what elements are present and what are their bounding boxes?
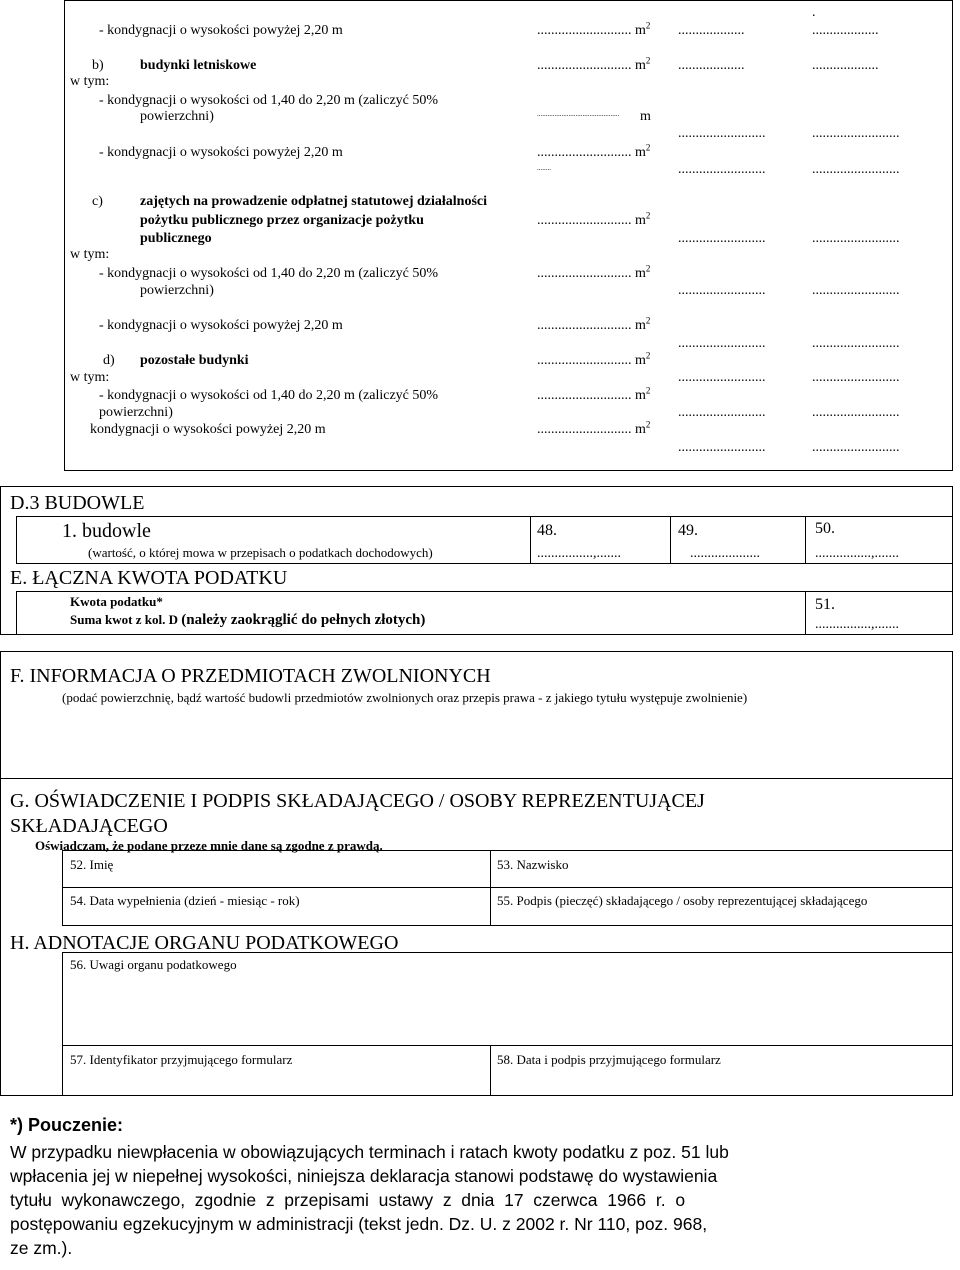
tax-field[interactable]: ......................... bbox=[812, 162, 900, 177]
row-label: powierzchni) bbox=[140, 109, 214, 124]
wtym-label: w tym: bbox=[70, 370, 110, 385]
instruction-line: tytułu wykonawczego, zgodnie z przepisami ustawy z dnia 17 czerwca 1966 r. o bbox=[10, 1190, 686, 1210]
section-heading-g-cont: SKŁADAJĄCEGO bbox=[10, 815, 168, 837]
item-title-c: zajętych na prowadzenie odpłatnej statutowej działalności bbox=[140, 194, 487, 209]
office-notes-field[interactable] bbox=[66, 975, 946, 1041]
field-50-value[interactable]: ................,....... bbox=[815, 546, 899, 561]
declaration-statement: Oświadczam, że podane przeze mnie dane są zgodne z prawdą. bbox=[35, 838, 383, 853]
instruction-line: postępowaniu egzekucyjnym w administracji (tekst jedn. Dz. U. z 2002 r. Nr 110, poz. 968, bbox=[10, 1214, 708, 1234]
row-label: - kondygnacji o wysokości powyżej 2,20 m bbox=[99, 318, 343, 333]
value-field[interactable]: ......................... bbox=[678, 336, 766, 351]
area-field[interactable]: ........ bbox=[537, 164, 551, 172]
sum-label: Suma kwot z kol. D bbox=[70, 612, 178, 627]
dot-mark: . bbox=[812, 5, 816, 20]
area-field[interactable]: ........................... $m^2$ bbox=[537, 385, 651, 403]
budowle-note: (wartość, o której mowa w przepisach o podatkach dochodowych) bbox=[88, 545, 433, 560]
tax-field[interactable]: ................... bbox=[812, 58, 879, 73]
instruction-line: W przypadku niewpłacenia w obowiązujących terminach i ratach kwoty podatku z poz. 51 lub bbox=[10, 1142, 729, 1162]
item-title-c: publicznego bbox=[140, 231, 212, 246]
row-label: powierzchni) bbox=[140, 283, 214, 298]
row-label: - kondygnacji o wysokości od 1,40 do 2,20 m (zaliczyć 50% bbox=[99, 93, 439, 108]
value-field[interactable]: ................... bbox=[678, 58, 745, 73]
section-heading-d3: D.3 BUDOWLE bbox=[10, 492, 145, 514]
tax-field[interactable]: ......................... bbox=[812, 231, 900, 246]
tax-field[interactable]: ......................... bbox=[812, 405, 900, 420]
row-label: kondygnacji o wysokości powyżej 2,20 m bbox=[90, 422, 326, 437]
field-53-label: 53. Nazwisko bbox=[497, 857, 569, 872]
instruction-body bbox=[10, 1140, 950, 1260]
exempt-field[interactable] bbox=[10, 708, 940, 773]
wtym-label: w tym: bbox=[70, 247, 110, 262]
field-number-48: 48. bbox=[537, 522, 557, 539]
instruction-line: wpłacenia jej w niepełnej wysokości, niniejsza deklaracja stanowi podstawę do wystawienia bbox=[10, 1166, 718, 1186]
field-number-51: 51. bbox=[815, 596, 835, 613]
area-field[interactable]: ........................... $m^2$ bbox=[537, 315, 651, 333]
section-heading-h: H. ADNOTACJE ORGANU PODATKOWEGO bbox=[10, 932, 399, 954]
area-field[interactable]: ............................................... bbox=[537, 110, 620, 118]
tax-field[interactable]: ......................... bbox=[812, 283, 900, 298]
section-heading-e: E. ŁĄCZNA KWOTA PODATKU bbox=[10, 567, 288, 589]
value-field[interactable]: ......................... bbox=[678, 283, 766, 298]
item-title-b: budynki letniskowe bbox=[140, 58, 257, 73]
area-field[interactable]: ........................... $m^2$ bbox=[537, 350, 651, 368]
field-54-label: 54. Data wypełnienia (dzień - miesiąc - rok) bbox=[70, 893, 300, 908]
item-title-c: pożytku publicznego przez organizacje pożytku bbox=[140, 213, 424, 228]
value-field[interactable]: ................... bbox=[678, 23, 745, 38]
area-field[interactable]: ........................... $m^2$ bbox=[537, 142, 651, 160]
value-field[interactable]: ......................... bbox=[678, 162, 766, 177]
field-56-label: 56. Uwagi organu podatkowego bbox=[70, 957, 237, 972]
value-field[interactable]: ......................... bbox=[678, 370, 766, 385]
unit-label: m bbox=[640, 109, 651, 124]
value-field[interactable]: ......................... bbox=[678, 126, 766, 141]
area-field[interactable]: ........................... $m^2$ bbox=[537, 419, 651, 437]
area-field[interactable]: ........................... $m^2$ bbox=[537, 55, 651, 73]
area-field[interactable]: ........................... $m^2$ bbox=[537, 20, 651, 38]
item-title-d: pozostałe budynki bbox=[140, 353, 249, 368]
row-label: - kondygnacji o wysokości powyżej 2,20 m bbox=[99, 145, 343, 160]
fill-date-field[interactable] bbox=[66, 908, 486, 924]
exempt-note: (podać powierzchnię, bądź wartość budowli przedmiotów zwolnionych oraz przepis prawa - z jakiego tytułu występuje zwolnienie) bbox=[62, 690, 748, 705]
surname-field[interactable] bbox=[494, 872, 944, 886]
item-letter-c: c) bbox=[92, 194, 103, 209]
row-label: powierzchni) bbox=[99, 405, 173, 420]
row-label: - kondygnacji o wysokości od 1,40 do 2,20 m (zaliczyć 50% bbox=[99, 388, 439, 403]
tax-field[interactable]: ................... bbox=[812, 23, 879, 38]
field-58-label: 58. Data i podpis przyjmującego formularz bbox=[497, 1052, 721, 1067]
row-label: - kondygnacji o wysokości powyżej 2,20 m bbox=[99, 23, 343, 38]
wtym-label: w tym: bbox=[70, 74, 110, 89]
rounding-note: (należy zaokrąglić do pełnych złotych) bbox=[181, 612, 426, 628]
tax-field[interactable]: ......................... bbox=[812, 440, 900, 455]
item-letter-b: b) bbox=[92, 58, 104, 73]
tax-amount-label: Kwota podatku* bbox=[70, 594, 163, 609]
signature-field[interactable] bbox=[494, 908, 944, 924]
field-55-label: 55. Podpis (pieczęć) składającego / osoby reprezentującej składającego bbox=[497, 893, 868, 908]
tax-field[interactable]: ......................... bbox=[812, 126, 900, 141]
field-52-label: 52. Imię bbox=[70, 857, 114, 872]
area-field[interactable]: ........................... $m^2$ bbox=[537, 263, 651, 281]
row-label: - kondygnacji o wysokości od 1,40 do 2,20 m (zaliczyć 50% bbox=[99, 266, 439, 281]
item-letter-d: d) bbox=[103, 353, 115, 368]
section-heading-f: F. INFORMACJA O PRZEDMIOTACH ZWOLNIONYCH bbox=[10, 665, 491, 687]
value-field[interactable]: ......................... bbox=[678, 405, 766, 420]
field-51-value[interactable]: ................,....... bbox=[815, 617, 899, 632]
tax-field[interactable]: ......................... bbox=[812, 336, 900, 351]
field-number-50: 50. bbox=[815, 520, 835, 537]
area-field[interactable]: ........................... $m^2$ bbox=[537, 210, 651, 228]
budowle-label: 1. budowle bbox=[62, 520, 151, 542]
field-49-value[interactable]: .................... bbox=[690, 546, 760, 561]
field-57-label: 57. Identyfikator przyjmującego formularz bbox=[70, 1052, 293, 1067]
receiver-id-field[interactable] bbox=[66, 1068, 486, 1092]
field-number-49: 49. bbox=[678, 522, 698, 539]
value-field[interactable]: ......................... bbox=[678, 440, 766, 455]
section-heading-g: G. OŚWIADCZENIE I PODPIS SKŁADAJĄCEGO / OSOBY REPREZENTUJĄCEJ bbox=[10, 790, 705, 812]
tax-field[interactable]: ......................... bbox=[812, 370, 900, 385]
instruction-line: ze zm.). bbox=[10, 1238, 73, 1258]
instruction-heading: *) Pouczenie: bbox=[10, 1115, 124, 1135]
value-field[interactable]: ......................... bbox=[678, 231, 766, 246]
receiver-date-field[interactable] bbox=[494, 1068, 944, 1092]
first-name-field[interactable] bbox=[66, 872, 486, 886]
field-48-value[interactable]: ................,....... bbox=[537, 546, 621, 561]
